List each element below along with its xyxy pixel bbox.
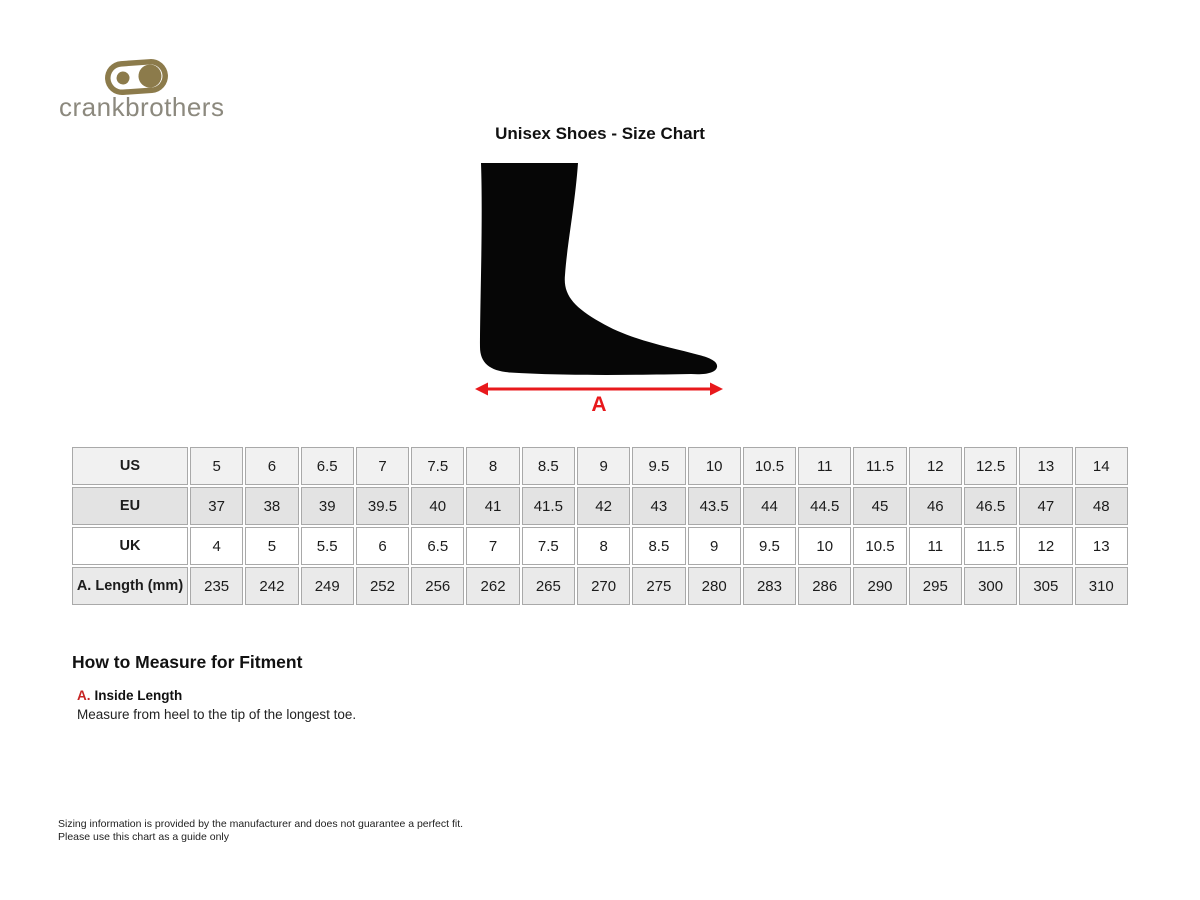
size-cell: 7.5 [522, 527, 575, 565]
disclaimer [58, 818, 463, 843]
size-cell: 42 [577, 487, 630, 525]
measure-item-description: Measure from heel to the tip of the longest toe. [77, 707, 357, 722]
size-cell: 13 [1019, 447, 1072, 485]
size-cell: 13 [1075, 527, 1129, 565]
size-cell: 249 [301, 567, 354, 605]
row-header: EU [72, 487, 188, 525]
size-cell: 48 [1075, 487, 1129, 525]
size-cell: 275 [632, 567, 685, 605]
size-cell: 290 [853, 567, 906, 605]
measure-item-title [77, 688, 182, 703]
size-cell: 8.5 [632, 527, 685, 565]
size-cell: 6 [245, 447, 298, 485]
size-cell: 43 [632, 487, 685, 525]
page-title: Unisex Shoes - Size Chart [495, 124, 705, 143]
measure-section-heading: How to Measure for Fitment [72, 652, 303, 672]
size-cell: 44 [743, 487, 796, 525]
size-cell: 252 [356, 567, 409, 605]
size-cell: 8 [577, 527, 630, 565]
size-cell: 11.5 [964, 527, 1017, 565]
size-cell: 6 [356, 527, 409, 565]
size-cell: 9.5 [743, 527, 796, 565]
disclaimer-line-1: Sizing information is provided by the manufacturer and does not guarantee a perfect fit. [58, 818, 464, 830]
size-cell: 10 [798, 527, 851, 565]
row-header: UK [72, 527, 188, 565]
size-cell: 45 [853, 487, 906, 525]
measure-item-letter: A. [77, 688, 91, 703]
size-cell: 47 [1019, 487, 1072, 525]
size-cell: 295 [909, 567, 962, 605]
size-cell: 242 [245, 567, 298, 605]
size-cell: 235 [190, 567, 243, 605]
size-cell: 5 [245, 527, 298, 565]
table-row [72, 487, 1128, 525]
disclaimer-line-2: Please use this chart as a guide only [58, 830, 230, 843]
size-cell: 40 [411, 487, 464, 525]
size-cell: 46.5 [964, 487, 1017, 525]
size-cell: 44.5 [798, 487, 851, 525]
size-cell: 7 [466, 527, 519, 565]
size-cell: 300 [964, 567, 1017, 605]
size-cell: 283 [743, 567, 796, 605]
size-cell: 39 [301, 487, 354, 525]
size-cell: 39.5 [356, 487, 409, 525]
size-cell: 7.5 [411, 447, 464, 485]
table-row [72, 527, 1128, 565]
table-row [72, 447, 1128, 485]
size-cell: 5.5 [301, 527, 354, 565]
size-cell: 262 [466, 567, 519, 605]
size-cell: 8 [466, 447, 519, 485]
size-cell: 9 [577, 447, 630, 485]
size-cell: 11 [909, 527, 962, 565]
size-cell: 256 [411, 567, 464, 605]
row-header: US [72, 447, 188, 485]
size-cell: 7 [356, 447, 409, 485]
size-cell: 265 [522, 567, 575, 605]
size-cell: 305 [1019, 567, 1072, 605]
size-cell: 11 [798, 447, 851, 485]
size-chart-table-wrap [70, 445, 1130, 607]
size-cell: 8.5 [522, 447, 575, 485]
size-cell: 46 [909, 487, 962, 525]
row-header: A. Length (mm) [72, 567, 188, 605]
brand-wordmark: crankbrothers [59, 92, 225, 122]
foot-silhouette-icon [478, 163, 720, 379]
size-cell: 41 [466, 487, 519, 525]
size-cell: 38 [245, 487, 298, 525]
size-cell: 43.5 [688, 487, 741, 525]
size-cell: 12 [909, 447, 962, 485]
size-cell: 14 [1075, 447, 1129, 485]
size-cell: 286 [798, 567, 851, 605]
measure-item-name: Inside Length [94, 688, 183, 703]
size-cell: 10.5 [743, 447, 796, 485]
length-arrow-label: A [591, 393, 607, 416]
size-chart-table [70, 445, 1130, 607]
size-cell: 280 [688, 567, 741, 605]
size-cell: 310 [1075, 567, 1129, 605]
size-cell: 11.5 [853, 447, 906, 485]
size-cell: 270 [577, 567, 630, 605]
size-cell: 9 [688, 527, 741, 565]
size-cell: 6.5 [301, 447, 354, 485]
size-cell: 6.5 [411, 527, 464, 565]
size-cell: 10.5 [853, 527, 906, 565]
size-cell: 12.5 [964, 447, 1017, 485]
table-row [72, 567, 1128, 605]
size-cell: 41.5 [522, 487, 575, 525]
size-cell: 4 [190, 527, 243, 565]
size-cell: 5 [190, 447, 243, 485]
size-cell: 10 [688, 447, 741, 485]
size-cell: 9.5 [632, 447, 685, 485]
size-cell: 37 [190, 487, 243, 525]
size-cell: 12 [1019, 527, 1072, 565]
